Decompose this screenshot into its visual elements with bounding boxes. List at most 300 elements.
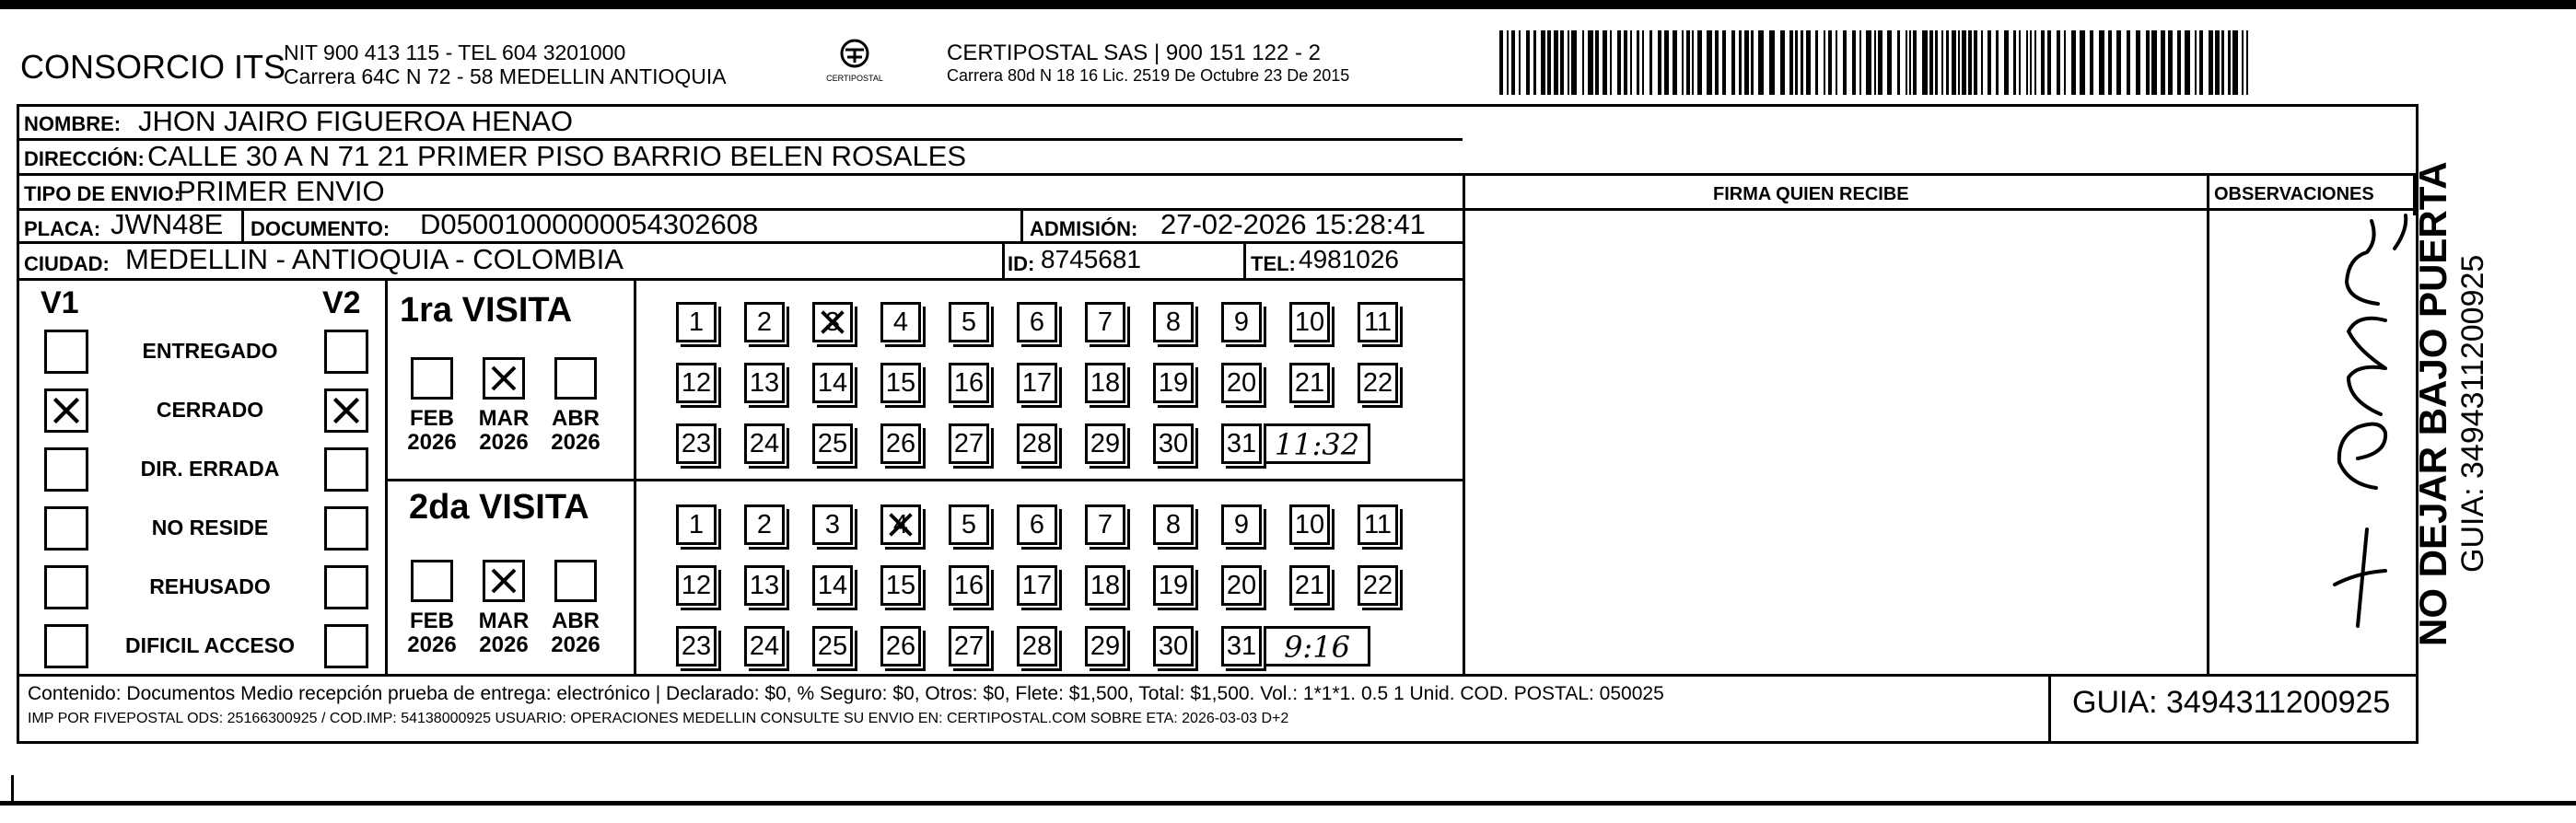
second-visit-day-label: 4 [892,510,909,539]
second-visit-day-box[interactable] [1221,504,1262,545]
cell-divider [241,208,244,243]
second-visit-day-label: 16 [953,571,985,600]
barcode-bar [2242,30,2244,95]
address-label: DIRECCIÓN: [24,147,145,170]
row-divider [17,674,2419,677]
second-visit-day-box[interactable] [676,626,717,667]
second-visit-day-box[interactable] [1085,626,1125,667]
first-visit-day-box[interactable] [880,302,921,342]
barcode-bar [1610,30,1612,95]
barcode-bar [1909,30,1911,95]
second-visit-day-box[interactable] [880,565,921,606]
second-visit-day-label: 21 [1294,571,1325,600]
barcode-bar [2228,30,2231,95]
barcode-bar [2064,30,2066,95]
barcode-bar [1952,30,1956,95]
barcode-bar [1541,30,1545,95]
second-visit-day-box[interactable] [1017,565,1057,606]
barcode-bar [1852,30,1856,95]
certipostal-logo-text: CERTIPOSTAL [826,74,883,83]
barcode-bar [1769,30,1775,95]
row-divider [17,278,1463,281]
barcode-bar [1595,30,1599,95]
barcode-bar [2209,30,2213,95]
barcode-bar [1673,30,1677,95]
first-visit-day-label: 7 [1097,307,1113,337]
footer-guia: GUIA: 3494311200925 [2072,685,2391,720]
barcode-bar [1946,30,1949,95]
check-x-icon [47,391,86,430]
id-value: 8745681 [1041,245,1142,273]
admission-value: 27-02-2026 15:28:41 [1160,208,1426,240]
second-visit-year-label: 2026 [407,632,457,657]
barcode [1499,30,2255,95]
barcode-bar [2221,30,2224,95]
second-visit-day-box[interactable] [1289,504,1330,545]
second-visit-time-box[interactable] [1264,626,1370,667]
barcode-bar [2177,30,2181,95]
barcode-bar [1866,30,1871,95]
v1-checkbox[interactable] [44,330,88,374]
first-visit-month-label: FEB [410,406,454,431]
v2-checkbox[interactable] [324,565,368,609]
barcode-bar [1806,30,1811,95]
second-visit-day-label: 17 [1021,571,1053,600]
status-option-label: REHUSADO [149,574,271,598]
second-visit-day-label: 29 [1090,632,1121,661]
v2-checkbox[interactable] [324,330,368,374]
second-visit-title: 2da VISITA [409,488,589,527]
first-visit-day-box[interactable] [812,423,853,464]
second-visit-day-label: 3 [824,510,841,539]
second-visit-day-box[interactable] [1017,504,1057,545]
first-visit-day-box[interactable] [744,363,785,403]
first-visit-day-label: 22 [1362,368,1393,398]
barcode-bar [2090,30,2093,95]
second-visit-day-label: 10 [1294,510,1325,539]
barcode-bar [2004,30,2009,95]
barcode-bar [1815,30,1818,95]
first-visit-month-checkbox[interactable] [483,357,525,400]
first-visit-time-text: 11:32 [1274,427,1360,462]
barcode-bar [1624,30,1627,95]
first-visit-day-box[interactable] [676,302,717,342]
barcode-bar [2099,30,2104,95]
first-visit-day-label: 23 [681,429,712,458]
barcode-bar [2034,30,2036,95]
second-visit-day-box[interactable] [880,626,921,667]
barcode-bar [1780,30,1785,95]
first-visit-day-box[interactable] [1153,423,1194,464]
second-visit-day-box[interactable] [1358,504,1398,545]
second-visit-day-label: 13 [749,571,780,600]
name-label: NOMBRE: [24,112,122,135]
cell-divider [1243,241,1246,278]
first-visit-day-label: 24 [749,429,780,458]
first-visit-day-label: 29 [1090,429,1121,458]
status-option-label: ENTREGADO [142,339,278,363]
barcode-bar [1658,30,1661,95]
barcode-bar [1686,30,1690,95]
barcode-bar [1533,30,1536,95]
barcode-bar [2108,30,2112,95]
plate-label: PLACA: [24,217,101,240]
second-visit-day-box[interactable] [1153,504,1194,545]
first-visit-day-label: 20 [1226,368,1257,398]
second-visit-day-box[interactable] [744,504,785,545]
second-visit-day-box[interactable] [1221,565,1262,606]
second-visit-day-label: 14 [817,571,848,600]
check-x-icon [327,391,366,430]
first-visit-day-label: 15 [885,368,916,398]
admission-label: ADMISIÓN: [1030,217,1138,240]
barcode-bar [2026,30,2028,95]
barcode-bar [1582,30,1584,95]
second-visit-day-box[interactable] [1289,565,1330,606]
v2-label: V2 [322,285,361,320]
first-visit-day-label: 5 [961,307,977,337]
first-visit-year-label: 2026 [551,430,600,455]
first-visit-day-box[interactable] [676,423,717,464]
barcode-bar [2041,30,2045,95]
document-label: DOCUMENTO: [251,217,390,240]
first-visit-day-label: 14 [817,368,848,398]
barcode-bar [1962,30,1966,95]
shipment-type: PRIMER ENVIO [177,175,385,207]
observations-column-divider [2207,173,2209,674]
v2-checkbox[interactable] [324,624,368,668]
second-visit-day-label: 5 [961,510,977,539]
barcode-bar [1922,30,1928,95]
barcode-bar [1828,30,1832,95]
second-visit-day-label: 23 [681,632,712,661]
barcode-bar [1637,30,1639,95]
first-visit-day-label: 8 [1165,307,1182,337]
second-visit-day-box[interactable] [676,504,717,545]
second-visit-day-label: 7 [1097,510,1113,539]
barcode-bar [1560,30,1564,95]
second-visit-day-label: 2 [756,510,773,539]
first-visit-day-label: 31 [1226,429,1257,458]
barcode-bar [1499,30,1503,95]
second-visit-day-label: 18 [1090,571,1121,600]
barcode-bar [1692,30,1694,95]
first-visit-day-box[interactable] [1085,363,1125,403]
barcode-bar [1571,30,1577,95]
scan-top-edge [0,0,2576,9]
second-visit-day-box[interactable] [676,565,717,606]
second-visit-day-box[interactable] [1358,565,1398,606]
barcode-bar [1996,30,1999,95]
barcode-bar [1981,30,1983,95]
barcode-bar [1649,30,1652,95]
barcode-bar [1974,30,1977,95]
status-option-label: DIR. ERRADA [140,457,280,481]
second-visit-day-label: 30 [1158,632,1189,661]
barcode-bar [1739,30,1742,95]
barcode-bar [1958,30,1960,95]
observations-area[interactable] [2210,212,2411,672]
check-x-icon [815,305,850,340]
first-visit-day-box[interactable] [812,363,853,403]
second-visit-day-box[interactable] [1221,626,1262,667]
v2-checkbox[interactable] [324,447,368,492]
first-visit-day-label: 17 [1021,368,1053,398]
first-visit-day-label: 10 [1294,307,1325,337]
barcode-bar [1707,30,1712,95]
barcode-bar [1758,30,1764,95]
second-visit-day-label: 6 [1029,510,1045,539]
first-visit-day-box[interactable] [1221,302,1262,342]
recipient-name: JHON JAIRO FIGUEROA HENAO [138,105,573,137]
second-visit-day-label: 22 [1362,571,1393,600]
barcode-bar [2199,30,2203,95]
second-visit-day-box[interactable] [1153,565,1194,606]
barcode-bar [1526,30,1530,95]
cell-divider [1020,208,1023,243]
barcode-bar [2232,30,2238,95]
barcode-bar [2057,30,2060,95]
second-visit-month-label: MAR [478,609,530,633]
first-visit-day-box[interactable] [744,423,785,464]
months-days-divider [634,278,636,674]
barcode-bar [1795,30,1798,95]
v2-checkbox[interactable] [324,388,368,433]
plate-value: JWN48E [111,208,224,240]
v1-checkbox[interactable] [44,624,88,668]
first-visit-day-box[interactable] [1221,423,1262,464]
first-visit-year-label: 2026 [479,430,529,455]
first-visit-day-box[interactable] [1358,363,1398,403]
second-visit-day-label: 1 [688,510,705,539]
city-label: CIUDAD: [24,252,110,275]
barcode-bar [1859,30,1861,95]
second-visit-month-label: ABR [552,609,600,633]
barcode-bar [2071,30,2076,95]
first-visit-day-label: 9 [1233,307,1250,337]
check-x-icon [883,507,918,542]
second-visit-day-box[interactable] [812,626,853,667]
barcode-bar [1789,30,1793,95]
second-visit-year-label: 2026 [551,632,600,657]
second-visit-day-label: 31 [1226,632,1257,661]
barcode-bar [1682,30,1684,95]
document-value: D05001000000054302608 [420,208,759,240]
barcode-bar [2246,30,2248,95]
city-value: MEDELLIN - ANTIOQUIA - COLOMBIA [125,243,624,275]
barcode-bar [1887,30,1892,95]
barcode-bar [1987,30,1991,95]
barcode-bar [2047,30,2051,95]
barcode-bar [1836,30,1837,95]
first-visit-day-box[interactable] [744,302,785,342]
second-visit-month-checkbox[interactable] [483,560,525,602]
visit-divider [385,479,1463,481]
certipostal-line: CERTIPOSTAL SAS | 900 151 122 - 2 [947,41,1321,65]
barcode-bar [2161,30,2165,95]
first-visit-month-label: ABR [552,406,600,431]
second-visit-day-box[interactable] [744,565,785,606]
second-visit-day-box[interactable] [949,504,989,545]
second-visit-day-box[interactable] [880,504,921,545]
second-visit-day-label: 28 [1021,632,1053,661]
first-visit-day-label: 2 [756,307,773,337]
first-visit-day-label: 16 [953,368,985,398]
first-visit-day-box[interactable] [880,423,921,464]
first-visit-day-box[interactable] [1153,302,1194,342]
second-visit-day-label: 25 [817,632,848,661]
barcode-bar [1878,30,1882,95]
first-visit-year-label: 2026 [407,430,457,455]
second-visit-day-box[interactable] [1085,565,1125,606]
company-name: CONSORCIO ITS [20,48,286,86]
v2-checkbox[interactable] [324,506,368,551]
first-visit-title: 1ra VISITA [400,291,573,330]
barcode-bar [1941,30,1943,95]
first-visit-day-label: 26 [885,429,916,458]
first-visit-day-box[interactable] [949,363,989,403]
signature-column-divider [1463,173,1465,674]
second-visit-day-label: 8 [1165,510,1182,539]
v1-checkbox[interactable] [44,506,88,551]
check-x-icon [485,562,522,599]
barcode-bar [2195,30,2197,95]
first-visit-day-label: 27 [953,429,985,458]
second-visit-day-label: 12 [681,571,712,600]
second-visit-day-box[interactable] [744,626,785,667]
first-visit-day-label: 13 [749,368,780,398]
second-visit-day-box[interactable] [1085,504,1125,545]
first-visit-day-label: 30 [1158,429,1189,458]
first-visit-day-box[interactable] [949,302,989,342]
first-visit-day-box[interactable] [1017,363,1057,403]
second-visit-month-label: FEB [410,609,454,633]
barcode-bar [1664,30,1669,95]
signature-area[interactable] [1466,212,2203,672]
v1-checkbox[interactable] [44,565,88,609]
barcode-bar [1935,30,1938,95]
status-option-label: DIFICIL ACCESO [124,633,295,657]
barcode-bar [2151,30,2157,95]
first-visit-day-label: 21 [1294,368,1325,398]
status-visits-divider [385,278,388,674]
second-visit-day-box[interactable] [812,504,853,545]
first-visit-day-box[interactable] [1153,363,1194,403]
second-visit-day-box[interactable] [812,565,853,606]
barcode-bar [1568,30,1569,95]
barcode-bar [1801,30,1803,95]
first-visit-month-checkbox[interactable] [411,357,453,400]
second-visit-month-checkbox[interactable] [554,560,597,602]
first-visit-month-checkbox[interactable] [554,357,597,400]
certipostal-logo-icon [818,37,892,92]
barcode-bar [2116,30,2121,95]
barcode-bar [1722,30,1726,95]
v1-checkbox[interactable] [44,447,88,492]
check-x-icon [485,360,522,397]
barcode-bar [2168,30,2173,95]
second-visit-day-label: 24 [749,632,780,661]
first-visit-day-box[interactable] [1358,302,1398,342]
barcode-bar [1554,30,1558,95]
first-visit-day-box[interactable] [1085,423,1125,464]
tel-label: TEL: [1251,252,1296,275]
status-option-label: CERRADO [156,398,264,422]
id-label: ID: [1008,252,1035,275]
barcode-bar [1874,30,1876,95]
second-visit-time-text: 9:16 [1284,630,1350,665]
first-visit-day-label: 11 [1363,307,1393,337]
barcode-bar [2019,30,2021,95]
first-visit-day-box[interactable] [1289,363,1330,403]
shipment-type-label: TIPO DE ENVIO: [24,182,181,205]
first-visit-day-box[interactable] [1085,302,1125,342]
certipostal-logo [818,37,892,92]
barcode-bar [1617,30,1621,95]
first-visit-day-label: 18 [1090,368,1121,398]
barcode-bar [2215,30,2220,95]
first-visit-day-box[interactable] [1221,363,1262,403]
barcode-bar [1843,30,1847,95]
second-visit-day-label: 9 [1233,510,1250,539]
barcode-bar [1929,30,1933,95]
barcode-bar [1824,30,1825,95]
barcode-bar [2146,30,2150,95]
barcode-bar [1906,30,1907,95]
signature-title: FIRMA QUIEN RECIBE [1713,184,1909,204]
first-visit-time-box[interactable] [1264,423,1370,464]
barcode-bar [1511,30,1515,95]
second-visit-day-label: 26 [885,632,916,661]
company-address: Carrera 64C N 72 - 58 MEDELLIN ANTIOQUIA [284,64,727,88]
second-visit-day-box[interactable] [1153,626,1194,667]
recipient-address: CALLE 30 A N 71 21 PRIMER PISO BARRIO BELEN ROSALES [147,140,967,172]
first-visit-day-box[interactable] [812,302,853,342]
barcode-bar [1744,30,1749,95]
v1-checkbox[interactable] [44,388,88,433]
cell-divider [1002,241,1005,278]
first-visit-day-box[interactable] [880,363,921,403]
first-visit-day-label: 12 [681,368,712,398]
observations-title: OBSERVACIONES [2214,184,2374,204]
footer-content: Contenido: Documentos Medio recepción prueba de entrega: electrónico | Declarado: $0, % Seguro: $0, Otros: $0, Flete: $1,500, Total: $1,500. Vol.: 1*1*1. 0.5 1 Unid. COD. POSTAL: 050025 [28,683,1664,704]
barcode-bar [1731,30,1735,95]
second-visit-year-label: 2026 [479,632,529,657]
observations-handwriting [2210,212,2411,672]
barcode-bar [2136,30,2140,95]
tel-value: 4981026 [1299,245,1400,273]
barcode-bar [2127,30,2130,95]
first-visit-day-box[interactable] [676,363,717,403]
second-visit-month-checkbox[interactable] [411,560,453,602]
second-visit-day-box[interactable] [949,565,989,606]
first-visit-day-box[interactable] [1017,423,1057,464]
second-visit-day-box[interactable] [949,626,989,667]
barcode-bar [1642,30,1644,95]
first-visit-day-label: 1 [688,307,705,337]
first-visit-day-box[interactable] [1289,302,1330,342]
first-visit-day-box[interactable] [1017,302,1057,342]
second-visit-day-box[interactable] [1017,626,1057,667]
barcode-bar [1968,30,1972,95]
first-visit-day-label: 3 [824,307,841,337]
barcode-bar [1897,30,1900,95]
side-notice: NO DEJAR BAJO PUERTA [2411,161,2454,646]
first-visit-day-box[interactable] [949,423,989,464]
side-guia: GUIA: 3494311200925 [2455,254,2490,573]
second-visit-day-label: 27 [953,632,985,661]
v1-label: V1 [41,285,79,320]
